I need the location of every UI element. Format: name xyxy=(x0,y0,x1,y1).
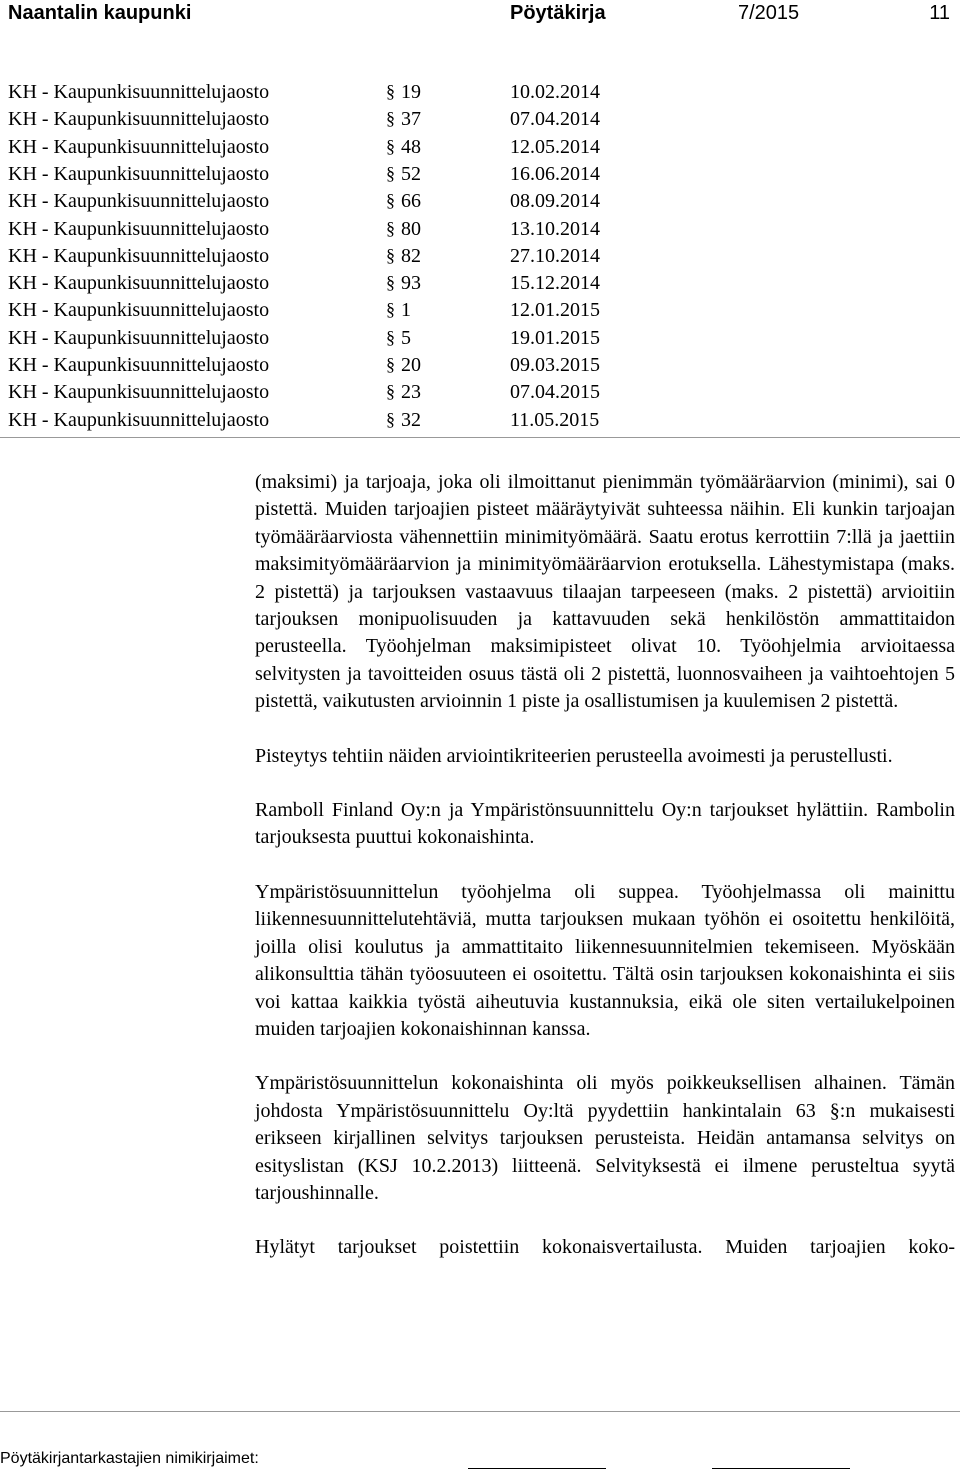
section-symbol: § xyxy=(386,272,395,293)
history-body: KH - Kaupunkisuunnittelujaosto xyxy=(8,381,270,404)
paragraph-work-plan-assessment: Ympäristösuunnittelun työohjelma oli suppea. Työohjelmassa oli mainittu liikennesuunnittelutehtäviä, mutta tarjouksen mukaan työhön ei osoitettu henkilöitä, joilla olisi koulutus ja ammattitaito liikennesuunnitelmien tekemiseen. Myöskään alikonsulttia tähän työosuuteen ei osoitettu. Tältä osin tarjouksen kokonaishinta ei siis voi kattaa kaikkia työstä aiheutuvia kustannuksia, eikä ole siten vertailukelpoinen muiden tarjoajien kokonaishinnan kanssa. xyxy=(255,880,955,1040)
history-date: 07.04.2015 xyxy=(510,381,600,404)
history-section: 48 xyxy=(401,135,421,158)
history-section: 32 xyxy=(401,408,421,431)
section-symbol: § xyxy=(386,381,395,402)
section-symbol: § xyxy=(386,244,395,265)
history-body: KH - Kaupunkisuunnittelujaosto xyxy=(8,135,270,158)
history-row xyxy=(8,297,953,324)
history-row xyxy=(8,216,953,243)
history-row xyxy=(8,134,953,161)
history-row xyxy=(8,352,953,379)
history-section: 23 xyxy=(401,381,421,404)
history-date: 10.02.2014 xyxy=(510,81,600,103)
history-date: 12.05.2014 xyxy=(510,135,600,158)
history-section: 37 xyxy=(401,108,421,131)
body-text xyxy=(255,469,955,1262)
history-body: KH - Kaupunkisuunnittelujaosto xyxy=(8,299,270,322)
history-date: 12.01.2015 xyxy=(510,299,600,322)
history-section: 52 xyxy=(401,162,421,185)
history-section: 5 xyxy=(401,326,411,349)
history-body: KH - Kaupunkisuunnittelujaosto xyxy=(8,408,270,431)
history-date: 19.01.2015 xyxy=(510,326,600,349)
section-symbol: § xyxy=(386,408,395,429)
history-row xyxy=(8,379,953,406)
section-symbol: § xyxy=(386,217,395,238)
section-symbol: § xyxy=(386,354,395,374)
history-row xyxy=(8,407,953,434)
history-row xyxy=(8,270,953,297)
history-body: KH - Kaupunkisuunnittelujaosto xyxy=(8,244,270,267)
history-date: 27.10.2014 xyxy=(510,244,600,267)
paragraph-scoring-openness: Pisteytys tehtiin näiden arviointikriteerien perusteella avoimesti ja perustellusti. xyxy=(255,744,893,767)
paragraph-price-explanation: Ympäristösuunnittelun kokonaishinta oli myös poikkeuksellisen alhainen. Tämän johdosta Ympäristösuunnittelu Oy:ltä pyydettiin hankintalain 63 §:n mukaisesti erikseen kirjallinen selvitys tarjouksen perusteista. Heidän antamansa selvitys on esityslistan (KSJ 10.2.2013) liitteenä. Selvityksestä ei ilmene perusteltua syytä tarjoushinnalle. xyxy=(255,1072,955,1204)
history-section: 82 xyxy=(401,244,421,267)
history-section: 19 xyxy=(401,81,421,103)
history-date: 16.06.2014 xyxy=(510,162,600,185)
history-body: KH - Kaupunkisuunnittelujaosto xyxy=(8,108,270,131)
paragraph-comparison: Hylätyt tarjoukset poistettiin kokonaisvertailusta. Muiden tarjoajien koko- xyxy=(255,1236,955,1259)
signature-line xyxy=(468,1468,606,1469)
history-row xyxy=(8,243,953,270)
history-section: 80 xyxy=(401,217,421,240)
history-date: 07.04.2014 xyxy=(510,108,600,131)
municipality-name: Naantalin kaupunki xyxy=(8,2,192,24)
history-date: 15.12.2014 xyxy=(510,272,600,295)
document-type: Pöytäkirja xyxy=(510,2,606,24)
history-body: KH - Kaupunkisuunnittelujaosto xyxy=(8,326,270,349)
history-body: KH - Kaupunkisuunnittelujaosto xyxy=(8,81,270,103)
history-row xyxy=(8,106,953,133)
section-symbol: § xyxy=(386,326,395,347)
history-row xyxy=(8,161,953,188)
history-body: KH - Kaupunkisuunnittelujaosto xyxy=(8,190,270,213)
document-number: 7/2015 xyxy=(738,2,800,24)
history-row xyxy=(8,188,953,215)
section-symbol: § xyxy=(386,135,395,156)
history-section: 20 xyxy=(401,354,421,376)
history-date: 11.05.2015 xyxy=(510,408,600,431)
section-symbol: § xyxy=(386,299,395,320)
section-symbol: § xyxy=(386,162,395,183)
page-number: 11 xyxy=(929,2,950,24)
history-body: KH - Kaupunkisuunnittelujaosto xyxy=(8,354,270,376)
history-body: KH - Kaupunkisuunnittelujaosto xyxy=(8,162,270,185)
history-row xyxy=(8,325,953,352)
history-section: 66 xyxy=(401,190,421,213)
footer-divider xyxy=(0,1411,960,1412)
history-row xyxy=(8,79,953,106)
page-footer xyxy=(0,1448,960,1472)
history-body: KH - Kaupunkisuunnittelujaosto xyxy=(8,217,270,240)
history-date: 09.03.2015 xyxy=(510,354,600,376)
section-symbol: § xyxy=(386,190,395,211)
signature-line xyxy=(712,1468,850,1469)
history-body: KH - Kaupunkisuunnittelujaosto xyxy=(8,272,270,295)
history-divider xyxy=(0,437,960,438)
section-symbol: § xyxy=(386,81,395,101)
paragraph-rejected-bids: Ramboll Finland Oy:n ja Ympäristönsuunnittelu Oy:n tarjoukset hylättiin. Rambolin tarjouksesta puuttui kokonaishinta. xyxy=(255,799,955,849)
history-section: 93 xyxy=(401,272,421,295)
history-date: 08.09.2014 xyxy=(510,190,600,213)
history-date: 13.10.2014 xyxy=(510,217,600,240)
history-section: 1 xyxy=(401,299,411,322)
paragraph-scoring-method: (maksimi) ja tarjoaja, joka oli ilmoittanut pienimmän työmääräarvion (minimi), sai 0 pistettä. Muiden tarjoajien pisteet määräytyivät suhteessa näihin. Eli kunkin tarjoajan työmääräarviosta vähennettiin minimityömäärä. Saatu erotus kerrottiin 7:llä ja jaettiin maksimityömääräarvion ja minimityömääräarvion erotuksella. Lähestymistapa (maks. 2 pistettä) ja tarjouksen vastaavuus tilaajan tarpeeseen (maks. 2 pistettä) arvioitiin tarjouksen monipuolisuuden ja kattavuuden sekä henkilöstön ammattitaidon perusteella. Työohjelman maksimipisteet olivat 10. Työohjelmia arvioitaessa selvitysten ja tavoitteiden osuus tästä oli 2 pistettä, luonnosvaiheen ja vaihtoehtojen 5 pistettä, vaikutusten arvioinnin 1 piste ja osallistumisen ja kuulemisen 2 pistettä. xyxy=(255,471,955,713)
page-header xyxy=(0,0,960,30)
section-symbol: § xyxy=(386,108,395,129)
signature-label: Pöytäkirjantarkastajien nimikirjaimet: xyxy=(0,1450,259,1467)
